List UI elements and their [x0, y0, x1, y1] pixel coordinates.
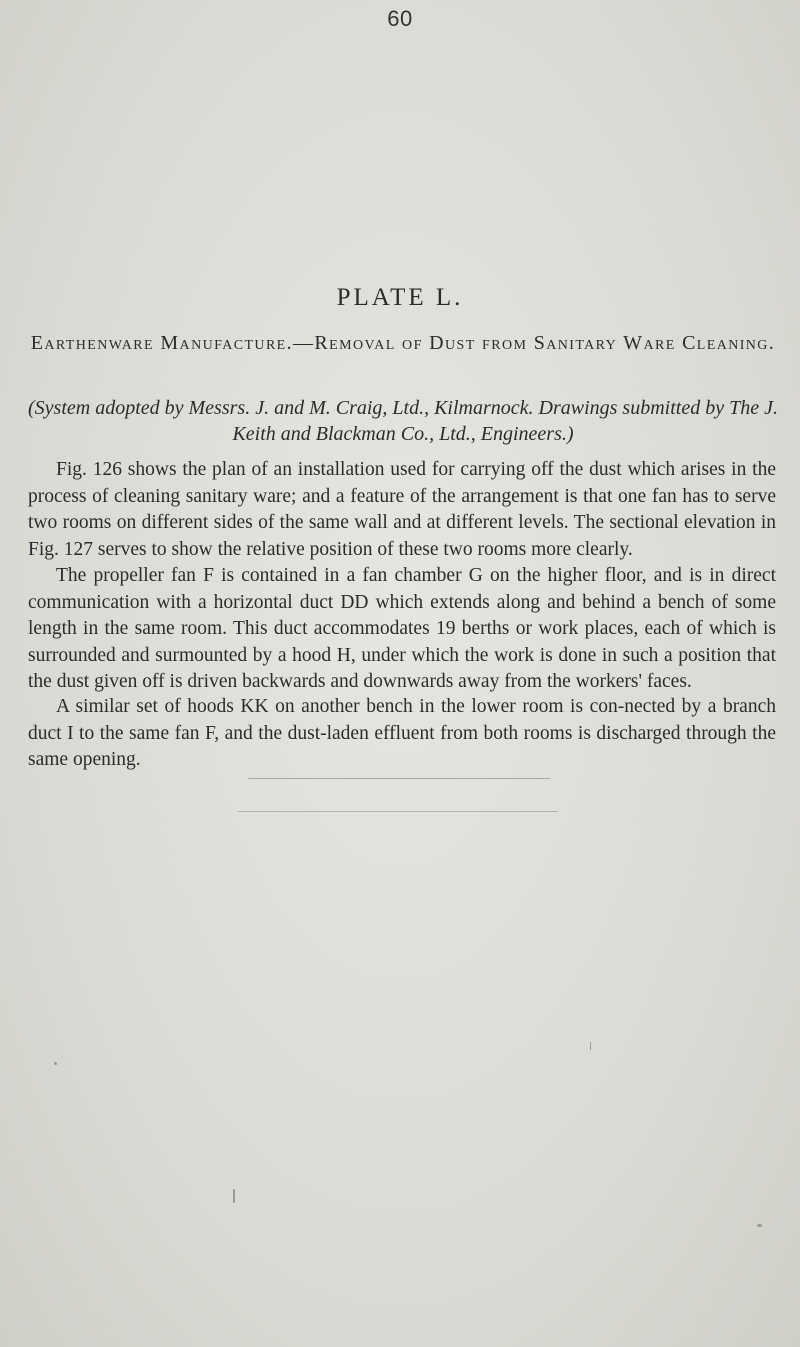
paragraph-text: The propeller fan F is contained in a fan chamber G on the higher floor, and is in direct communication with a horizontal duct DD which extends along and behind a bench of some length in the same room. This duct accommodates 19 berths or work places, each of which is surrounded and surmounted by a hood H, under which the work is done in such a position that the dust given off is driven backwards and downwards away from the workers' faces.: [28, 565, 776, 692]
paper-speck: [233, 1189, 235, 1203]
plate-title: PLATE L.: [336, 284, 464, 311]
paragraph-1: [28, 457, 776, 563]
show-through-rule: [238, 811, 558, 812]
paper-speck: [590, 1042, 591, 1050]
paper-speck: [54, 1062, 57, 1065]
paper-speck: [757, 1224, 762, 1227]
show-through-rule: [248, 778, 550, 779]
page-number: 60: [387, 6, 413, 31]
article-heading: Earthenware Manufacture.—Removal of Dust from Sanitary Ware Cleaning.: [30, 332, 776, 354]
article-subtitle: (System adopted by Messrs. J. and M. Craig, Ltd., Kilmarnock. Drawings submitted by The J. Keith and Blackman Co., Ltd., Engineers.): [28, 397, 778, 445]
paragraph-3: [28, 694, 776, 774]
paragraph-2: [28, 563, 776, 696]
paragraph-text: Fig. 126 shows the plan of an installation used for carrying off the dust which arises in the process of cleaning sanitary ware; and a feature of the arrangement is that one fan has to serve two rooms on different sides of the same wall and at different levels. The sectional elevation in Fig. 127 serves to show the relative position of these two rooms more clearly.: [28, 459, 776, 560]
paragraph-text: A similar set of hoods KK on another bench in the lower room is con-nected by a branch duct I to the same fan F, and the dust-laden effluent from both rooms is discharged through the same opening.: [28, 696, 776, 770]
